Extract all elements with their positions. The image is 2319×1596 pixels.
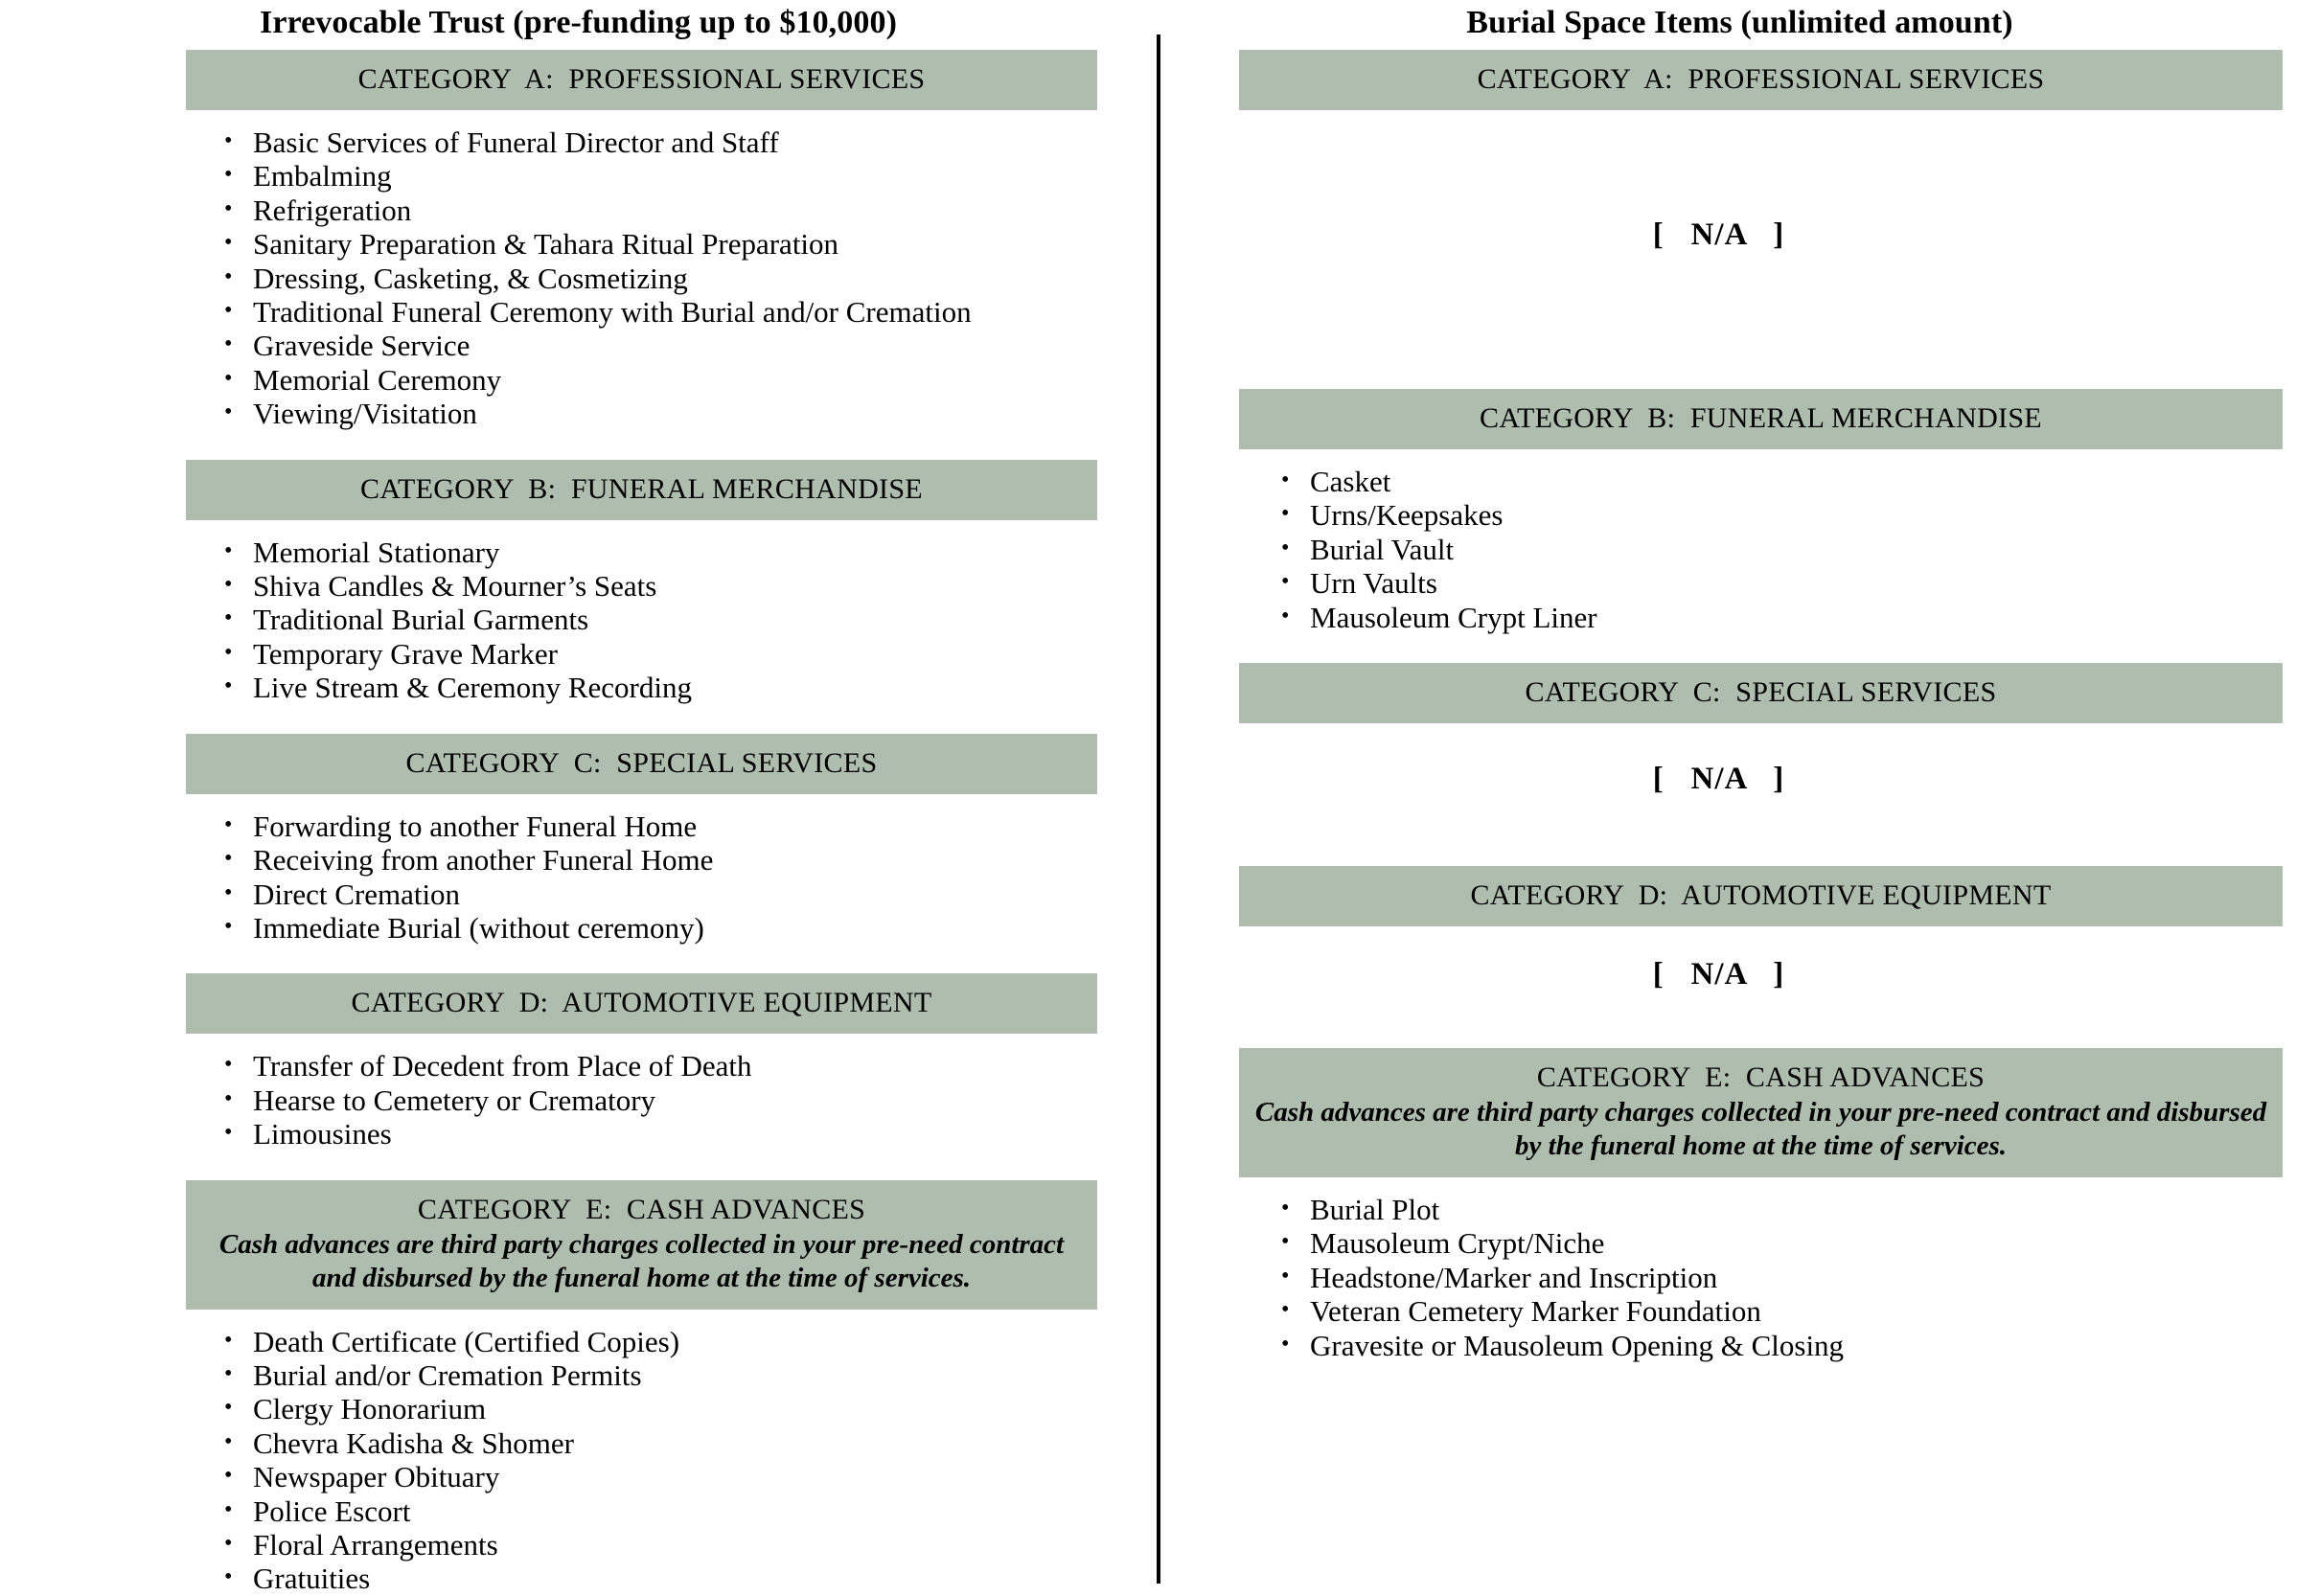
- list-item: • Forwarding to another Funeral Home: [224, 809, 1157, 843]
- list-item: • Basic Services of Funeral Director and Staff: [224, 125, 1157, 159]
- list-item: • Traditional Funeral Ceremony with Burial and/or Cremation: [224, 295, 1157, 329]
- section-category-a: [0, 50, 1157, 431]
- section-spacer: [0, 1151, 1157, 1180]
- list-item: • Mausoleum Crypt/Niche: [1281, 1226, 2319, 1260]
- list-item: • Refrigeration: [224, 194, 1157, 227]
- section-list: [0, 50, 1157, 1596]
- list-item: • Burial Vault: [1281, 533, 2319, 566]
- category-header-note: Cash advances are third party charges collected in your pre-need contract and disbursed by the funeral home at the time of services.: [1254, 1097, 2267, 1162]
- section-spacer: [1160, 360, 2319, 389]
- section-spacer: [0, 945, 1157, 973]
- section-spacer: [1160, 837, 2319, 866]
- list-item: • Embalming: [224, 159, 1157, 193]
- category-item-list: [0, 1034, 1157, 1151]
- list-item: • Casket: [1281, 465, 2319, 498]
- list-item: • Memorial Ceremony: [224, 363, 1157, 397]
- list-item: • Chevra Kadisha & Shomer: [224, 1426, 1157, 1460]
- list-item: • Viewing/Visitation: [224, 397, 1157, 430]
- list-item: • Sanitary Preparation & Tahara Ritual Preparation: [224, 227, 1157, 261]
- category-header-label: CATEGORY C: SPECIAL SERVICES: [405, 746, 878, 779]
- list-item: • Shiva Candles & Mourner’s Seats: [224, 569, 1157, 603]
- category-header-label: CATEGORY E: CASH ADVANCES: [417, 1193, 866, 1225]
- category-header-bar: [186, 1180, 1097, 1310]
- list-item: • Dressing, Casketing, & Cosmetizing: [224, 262, 1157, 295]
- list-item: • Police Escort: [224, 1494, 1157, 1528]
- category-item-list: [0, 794, 1157, 946]
- column-title: Irrevocable Trust (pre-funding up to $10,000): [259, 5, 897, 40]
- list-item: • Newspaper Obituary: [224, 1460, 1157, 1493]
- section-spacer: [1160, 1019, 2319, 1048]
- category-header-bar: [186, 734, 1097, 794]
- section-category-b: [1160, 389, 2319, 634]
- category-header-label: CATEGORY E: CASH ADVANCES: [1536, 1061, 1986, 1094]
- category-header-note: Cash advances are third party charges collected in your pre-need contract and disbursed by the funeral home at the time of services.: [218, 1228, 1065, 1293]
- na-spacer-top: [1160, 926, 2319, 957]
- section-category-d: [0, 973, 1157, 1151]
- section-category-e: [1160, 1048, 2319, 1362]
- category-item-list: [0, 1310, 1157, 1596]
- list-item: • Burial Plot: [1281, 1193, 2319, 1226]
- category-header-label: CATEGORY A: PROFESSIONAL SERVICES: [357, 63, 926, 95]
- category-header-bar: [1239, 866, 2283, 926]
- na-spacer-top: [1160, 110, 2319, 217]
- list-item: • Live Stream & Ceremony Recording: [224, 671, 1157, 704]
- list-item: • Gravesite or Mausoleum Opening & Closing: [1281, 1329, 2319, 1362]
- category-header-bar: [1239, 50, 2283, 110]
- category-header-label: CATEGORY C: SPECIAL SERVICES: [1525, 676, 1997, 709]
- list-item: • Graveside Service: [224, 329, 1157, 362]
- section-spacer: [0, 431, 1157, 460]
- column-title: Burial Space Items (unlimited amount): [1466, 5, 2013, 40]
- list-item: • Burial and/or Cremation Permits: [224, 1358, 1157, 1392]
- category-item-list: [0, 520, 1157, 705]
- list-item: • Traditional Burial Garments: [224, 603, 1157, 636]
- not-applicable-marker: [ N/A ]: [1652, 217, 1785, 252]
- list-item: • Temporary Grave Marker: [224, 637, 1157, 671]
- section-category-c: [1160, 663, 2319, 837]
- section-list: [1160, 50, 2319, 1362]
- na-spacer-bottom: [1160, 797, 2319, 837]
- category-header-label: CATEGORY D: AUTOMOTIVE EQUIPMENT: [351, 987, 932, 1019]
- na-spacer-bottom: [1160, 253, 2319, 360]
- category-header-bar: [1239, 663, 2283, 723]
- section-category-e: [0, 1180, 1157, 1596]
- list-item: • Receiving from another Funeral Home: [224, 843, 1157, 877]
- category-header-bar: [186, 50, 1097, 110]
- list-item: • Clergy Honorarium: [224, 1392, 1157, 1425]
- list-item: • Death Certificate (Certified Copies): [224, 1325, 1157, 1358]
- list-item: • Urns/Keepsakes: [1281, 498, 2319, 532]
- list-item: • Memorial Stationary: [224, 536, 1157, 569]
- not-applicable-marker: [ N/A ]: [1652, 957, 1785, 992]
- list-item: • Veteran Cemetery Marker Foundation: [1281, 1294, 2319, 1328]
- category-header-label: CATEGORY B: FUNERAL MERCHANDISE: [1480, 402, 2042, 434]
- list-item: • Headstone/Marker and Inscription: [1281, 1261, 2319, 1294]
- category-item-list: [0, 110, 1157, 431]
- category-header-label: CATEGORY D: AUTOMOTIVE EQUIPMENT: [1470, 879, 2052, 912]
- category-header-bar: [186, 973, 1097, 1034]
- section-spacer: [1160, 634, 2319, 663]
- na-spacer-bottom: [1160, 992, 2319, 1019]
- list-item: • Mausoleum Crypt Liner: [1281, 601, 2319, 634]
- category-header-bar: [1239, 389, 2283, 449]
- list-item: • Urn Vaults: [1281, 566, 2319, 600]
- list-item: • Floral Arrangements: [224, 1528, 1157, 1562]
- category-header-label: CATEGORY A: PROFESSIONAL SERVICES: [1477, 63, 2045, 95]
- category-header-bar: [1239, 1048, 2283, 1177]
- list-item: • Direct Cremation: [224, 878, 1157, 911]
- section-category-d: [1160, 866, 2319, 1019]
- section-spacer: [0, 705, 1157, 734]
- na-spacer-top: [1160, 723, 2319, 762]
- section-category-a: [1160, 50, 2319, 360]
- column-irrevocable-trust: [0, 0, 1157, 1596]
- category-header-bar: [186, 460, 1097, 520]
- category-item-list: [1160, 1177, 2319, 1362]
- section-category-c: [0, 734, 1157, 946]
- column-burial-space-items: [1160, 0, 2319, 1362]
- category-item-list: [1160, 449, 2319, 634]
- category-header-label: CATEGORY B: FUNERAL MERCHANDISE: [360, 472, 923, 505]
- list-item: • Hearse to Cemetery or Crematory: [224, 1083, 1157, 1117]
- list-item: • Gratuities: [224, 1562, 1157, 1595]
- not-applicable-marker: [ N/A ]: [1652, 762, 1785, 797]
- list-item: • Immediate Burial (without ceremony): [224, 911, 1157, 945]
- section-category-b: [0, 460, 1157, 705]
- list-item: • Transfer of Decedent from Place of Death: [224, 1049, 1157, 1083]
- list-item: • Limousines: [224, 1117, 1157, 1151]
